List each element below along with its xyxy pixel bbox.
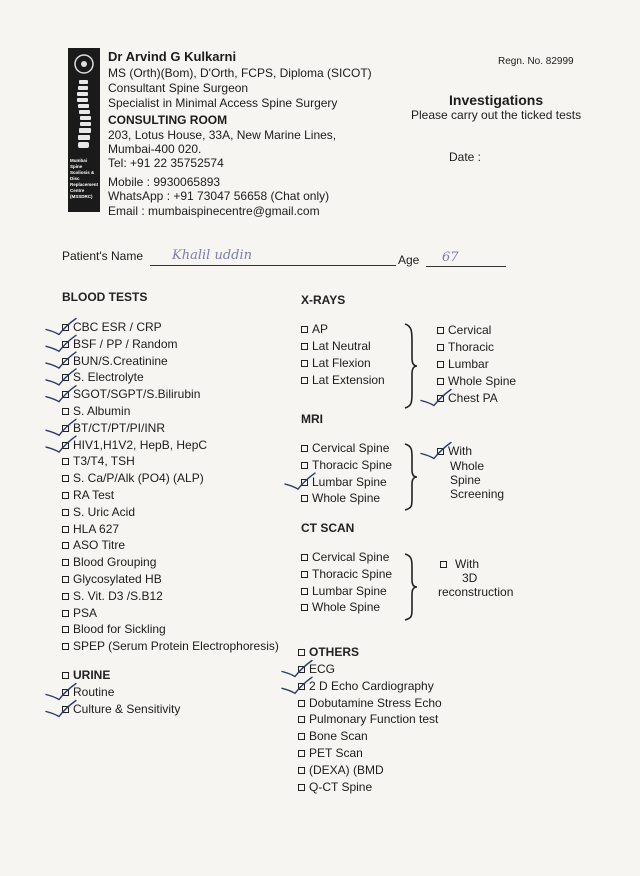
others-heading: OTHERS — [298, 645, 359, 659]
tick-mark-icon — [46, 386, 76, 402]
xray-view-label: AP — [312, 322, 329, 336]
others-label: PET Scan — [309, 745, 363, 760]
tick-mark-icon — [46, 684, 76, 700]
whatsapp-number: WhatsApp : +91 73047 56658 (Chat only) — [108, 189, 330, 203]
tick-mark-icon — [46, 436, 76, 452]
tick-mark-icon — [421, 443, 451, 459]
tick-mark-icon — [46, 335, 76, 351]
investigations-instruction: Please carry out the ticked tests — [411, 108, 582, 122]
patient-name-label: Patient's Name — [62, 249, 143, 263]
blood-tests-heading: BLOOD TESTS — [62, 290, 148, 304]
others-label: ECG — [309, 662, 336, 676]
doctor-specialty: Specialist in Minimal Access Spine Surgery — [108, 96, 338, 110]
urine-heading: URINE — [62, 668, 110, 682]
blood-test-label: BUN/S.Creatinine — [73, 353, 168, 368]
blood-test-label: T3/T4, TSH — [73, 454, 135, 469]
investigations-title: Investigations — [449, 92, 544, 108]
doctor-title: Consultant Spine Surgeon — [108, 81, 249, 95]
consulting-room-heading: CONSULTING ROOM — [108, 113, 228, 127]
tick-mark-icon — [46, 352, 76, 368]
mri-whole-spine-option[interactable]: With — [437, 443, 472, 460]
others-label: Pulmonary Function test — [309, 712, 439, 727]
mri-label: Lumbar Spine — [312, 474, 387, 489]
others-label: Q-CT Spine — [309, 779, 373, 794]
qualifications: MS (Orth)(Bom), D'Orth, FCPS, Diploma (SICOT) — [108, 66, 372, 80]
age-value: 67 — [442, 250, 459, 265]
mri-label: Cervical Spine — [312, 441, 390, 455]
mri-label: Whole Spine — [312, 491, 381, 506]
tick-mark-icon — [285, 473, 315, 489]
ct-label: Thoracic Spine — [312, 566, 393, 581]
blood-test-label: S. Electrolyte — [73, 370, 144, 385]
blood-test-label: Glycosylated HB — [73, 571, 162, 586]
tick-mark-icon — [46, 701, 76, 717]
xray-region-label: Lumbar — [448, 357, 489, 371]
address-line-2: Mumbai-400 020. — [108, 142, 202, 156]
others-label: 2 D Echo Cardiography — [309, 678, 434, 693]
ct-label: Lumbar Spine — [312, 583, 387, 598]
xray-view-label: Lat Flexion — [312, 356, 371, 370]
mri-heading: MRI — [301, 412, 323, 426]
logo-caption: Mumbai Spine Scoliosis & Disc Replacement Centre (MSSDRC) — [70, 158, 99, 199]
doctor-name: Dr Arvind G Kulkarni — [108, 49, 237, 64]
blood-test-label: RA Test — [73, 487, 115, 502]
patient-name-value: Khalil uddin — [172, 248, 252, 263]
mri-option-line-3: Spine — [450, 473, 481, 487]
ct-label: Cervical Spine — [312, 550, 390, 564]
tick-mark-icon — [282, 677, 312, 693]
address-line-1: 203, Lotus House, 33A, New Marine Lines, — [108, 128, 337, 142]
others-label: (DEXA) (BMD — [309, 762, 384, 777]
blood-test-label: S. Albumin — [73, 403, 131, 418]
blood-test-label: HIV1,H1V2, HepB, HepC — [73, 437, 208, 452]
urine-label: Culture & Sensitivity — [73, 702, 181, 716]
xrays-heading: X-RAYS — [301, 293, 346, 307]
blood-test-label: SPEP (Serum Protein Electrophoresis) — [73, 639, 279, 654]
tick-mark-icon — [46, 419, 76, 435]
blood-test-label: S. Ca/P/Alk (PO4) (ALP) — [73, 471, 204, 486]
mri-option-line-4: Screening — [450, 487, 505, 501]
tick-mark-icon — [421, 390, 451, 406]
mri-option-line-2: Whole — [450, 459, 485, 473]
urine-label: Routine — [73, 685, 115, 699]
blood-test-label: S. Uric Acid — [73, 504, 136, 519]
xray-region-label: Chest PA — [448, 391, 498, 405]
date-label: Date : — [449, 150, 482, 164]
blood-test-label: S. Vit. D3 /S.B12 — [73, 588, 163, 603]
blood-test-label: HLA 627 — [73, 521, 120, 536]
telephone: Tel: +91 22 35752574 — [108, 156, 224, 170]
registration-number: Regn. No. 82999 — [498, 56, 574, 67]
xray-view-label: Lat Neutral — [312, 339, 371, 353]
tick-mark-icon — [282, 661, 312, 677]
blood-test-label: Blood Grouping — [73, 555, 157, 570]
ct-label: Whole Spine — [312, 600, 381, 615]
xray-view-label: Lat Extension — [312, 373, 385, 387]
blood-test-label: ASO Titre — [73, 538, 126, 553]
xray-region-label: Cervical — [448, 323, 492, 337]
xray-region-label: Thoracic — [448, 340, 495, 354]
blood-test-label: CBC ESR / CRP — [73, 320, 162, 334]
blood-test-label: BT/CT/PT/PI/INR — [73, 420, 166, 435]
blood-test-label: PSA — [73, 605, 98, 620]
others-label: Dobutamine Stress Echo — [309, 695, 442, 710]
email-address: Email : mumbaispinecentre@gmail.com — [108, 204, 320, 218]
blood-test-label: BSF / PP / Random — [73, 336, 178, 351]
tick-mark-icon — [46, 369, 76, 385]
ct-3d-option[interactable]: With — [440, 556, 479, 573]
ct-option-line-3: reconstruction — [438, 585, 514, 599]
mobile-number: Mobile : 9930065893 — [108, 175, 221, 189]
ct-heading: CT SCAN — [301, 521, 355, 535]
ct-option-line-2: 3D — [462, 571, 478, 585]
tick-mark-icon — [46, 319, 76, 335]
blood-test-label: SGOT/SGPT/S.Bilirubin — [73, 387, 201, 402]
age-label: Age — [398, 253, 420, 267]
others-label: Bone Scan — [309, 729, 368, 744]
xray-region-label: Whole Spine — [448, 374, 517, 388]
mri-label: Thoracic Spine — [312, 457, 393, 472]
blood-test-label: Blood for Sickling — [73, 622, 166, 637]
